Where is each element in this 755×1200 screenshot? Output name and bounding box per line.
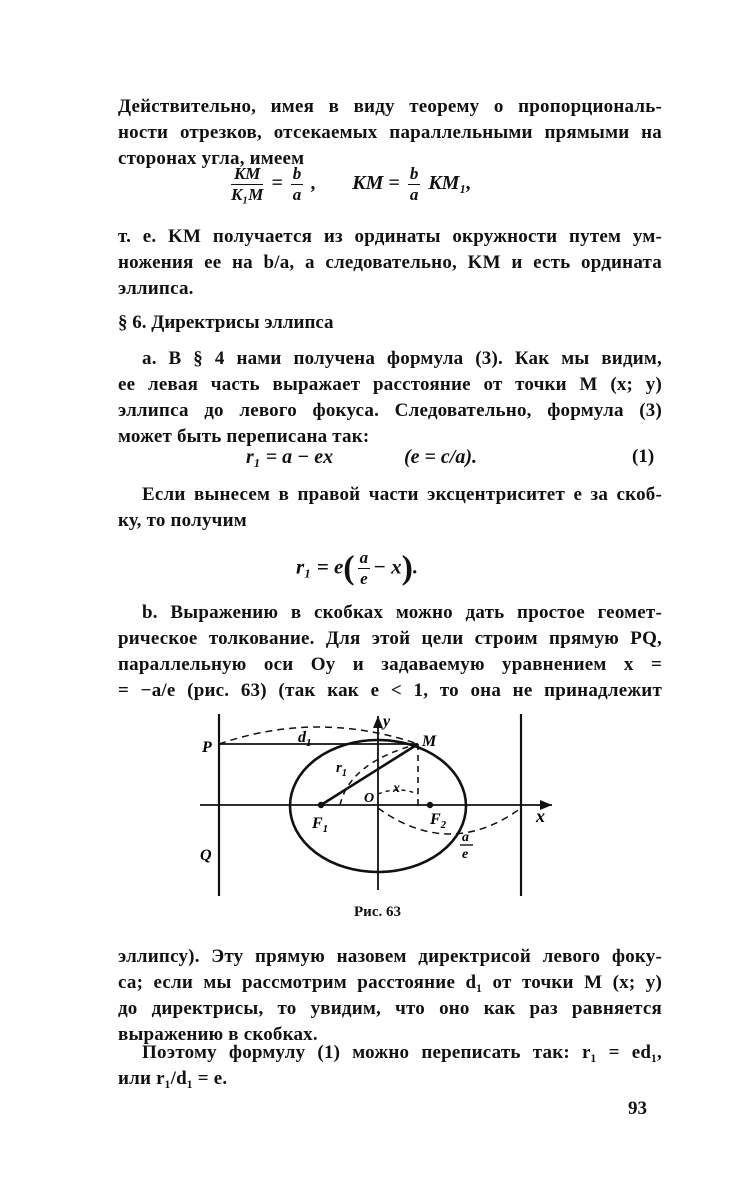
fraction-numerator: b	[292, 164, 302, 183]
text-line: сторонах угла, имеем	[118, 148, 305, 169]
fraction-denominator: a	[292, 185, 302, 204]
text-line: Действительно, имея в виду теорему о пропорциональ-	[118, 96, 662, 117]
label-f2: $F_2$	[430, 811, 447, 831]
label-y: y	[383, 713, 391, 730]
focus-f1	[318, 802, 324, 808]
text-line: са; если мы рассмотрим расстояние d₁ от точки M (x; y)	[118, 972, 662, 993]
text-line: рическое толкование. Для этой цели строим прямую PQ,	[118, 628, 662, 649]
left-paren: (	[343, 549, 355, 587]
label-m: M	[422, 733, 437, 750]
fraction	[358, 548, 371, 589]
fraction-numerator: a	[359, 548, 369, 567]
fraction-denominator: e	[360, 569, 368, 588]
text-line: ее левая часть выражает расстояние от точки M (x; y)	[118, 374, 662, 395]
text-line: параллельную оси Oy и задаваемую уравнением x =	[118, 654, 662, 675]
y-axis-arrow	[373, 716, 383, 728]
label-x-axis: x	[536, 806, 545, 826]
fraction-numerator: KM	[231, 164, 263, 185]
section-heading: § 6. Директрисы эллипса	[118, 312, 334, 333]
fraction-numerator: b	[409, 164, 419, 183]
paragraph-geometric	[118, 600, 662, 704]
label-r1: $r_1$	[336, 760, 347, 779]
fraction	[408, 164, 421, 205]
dashed-arc-r1	[340, 744, 418, 805]
label-o: O	[364, 791, 375, 806]
formula-factored	[296, 548, 418, 589]
text-line: может быть переписана так:	[118, 426, 370, 447]
label-f1: $F_1$	[312, 815, 329, 835]
label-frac-den: e	[462, 847, 469, 862]
label-p: P	[202, 739, 212, 756]
paragraph-formula3	[118, 346, 662, 450]
text-line: b. Выражению в скобках можно дать простое геомет-	[142, 602, 662, 623]
paragraph-directrix-def	[118, 944, 662, 1048]
figure-caption: Рис. 63	[354, 904, 401, 920]
page-number: 93	[628, 1098, 647, 1119]
label-q: Q	[200, 847, 212, 864]
text-line: эллипсу). Эту прямую назовем директрисой левого фоку-	[118, 946, 662, 967]
text-line: Если вынесем в правой части эксцентриситет e за скоб-	[142, 484, 662, 505]
fraction	[291, 164, 304, 205]
text-line: т. е. KM получается из ординаты окружности путем ум-	[118, 226, 662, 247]
focus-f2	[427, 802, 433, 808]
paragraph-conclusion	[118, 1040, 662, 1092]
comma: ,	[311, 172, 317, 195]
label-d1: $d_1$	[298, 729, 312, 749]
text-line: ности отрезков, отсекаемых параллельными прямыми на	[118, 122, 662, 143]
fraction-denominator: a	[409, 185, 419, 204]
period: .	[412, 554, 419, 579]
text-line: эллипса.	[118, 278, 194, 299]
formula-r1: r₁ = a − ex	[246, 446, 334, 468]
formula-lhs: r₁ = e	[296, 554, 344, 579]
text-line: ку, то получим	[118, 510, 247, 531]
text-line: эллипса до левого фокуса. Следовательно, формула (3)	[118, 400, 662, 421]
formula-lhs: KM =	[352, 172, 400, 195]
text-line: выражению в скобках.	[118, 1024, 318, 1045]
formula-condition: (e = c/a).	[404, 446, 478, 468]
paragraph-ordinate	[118, 224, 662, 302]
fraction	[231, 164, 263, 205]
text-line: a. В § 4 нами получена формула (3). Как мы видим,	[142, 348, 662, 369]
text-line: до директрисы, то увидим, что оно как раз равняется	[118, 998, 662, 1019]
label-frac-num: a	[462, 830, 469, 845]
label-x-segment: x	[393, 781, 400, 796]
text-line: = −a/e (рис. 63) (так как e < 1, то она не принадлежит	[118, 680, 662, 701]
fraction-denominator: K₁M	[231, 185, 264, 204]
paragraph-factor	[118, 482, 662, 534]
text-line: или r₁/d₁ = e.	[118, 1068, 228, 1089]
equation-number: (1)	[632, 446, 655, 467]
text-line: Поэтому формулу (1) можно переписать так: r₁ = ed₁,	[142, 1042, 662, 1063]
text-line: ножения ее на b/a, а следовательно, KM и есть ордината	[118, 252, 662, 273]
equals-sign: =	[271, 172, 283, 195]
formula-rhs: KM₁,	[428, 172, 472, 195]
formula-rest: − x	[373, 554, 402, 579]
formula-proportion	[228, 164, 471, 205]
dashed-arc-a-over-e	[378, 808, 521, 834]
right-paren: )	[401, 549, 413, 587]
figure-ellipse-directrix	[190, 710, 570, 900]
paragraph-theorem	[118, 94, 662, 172]
